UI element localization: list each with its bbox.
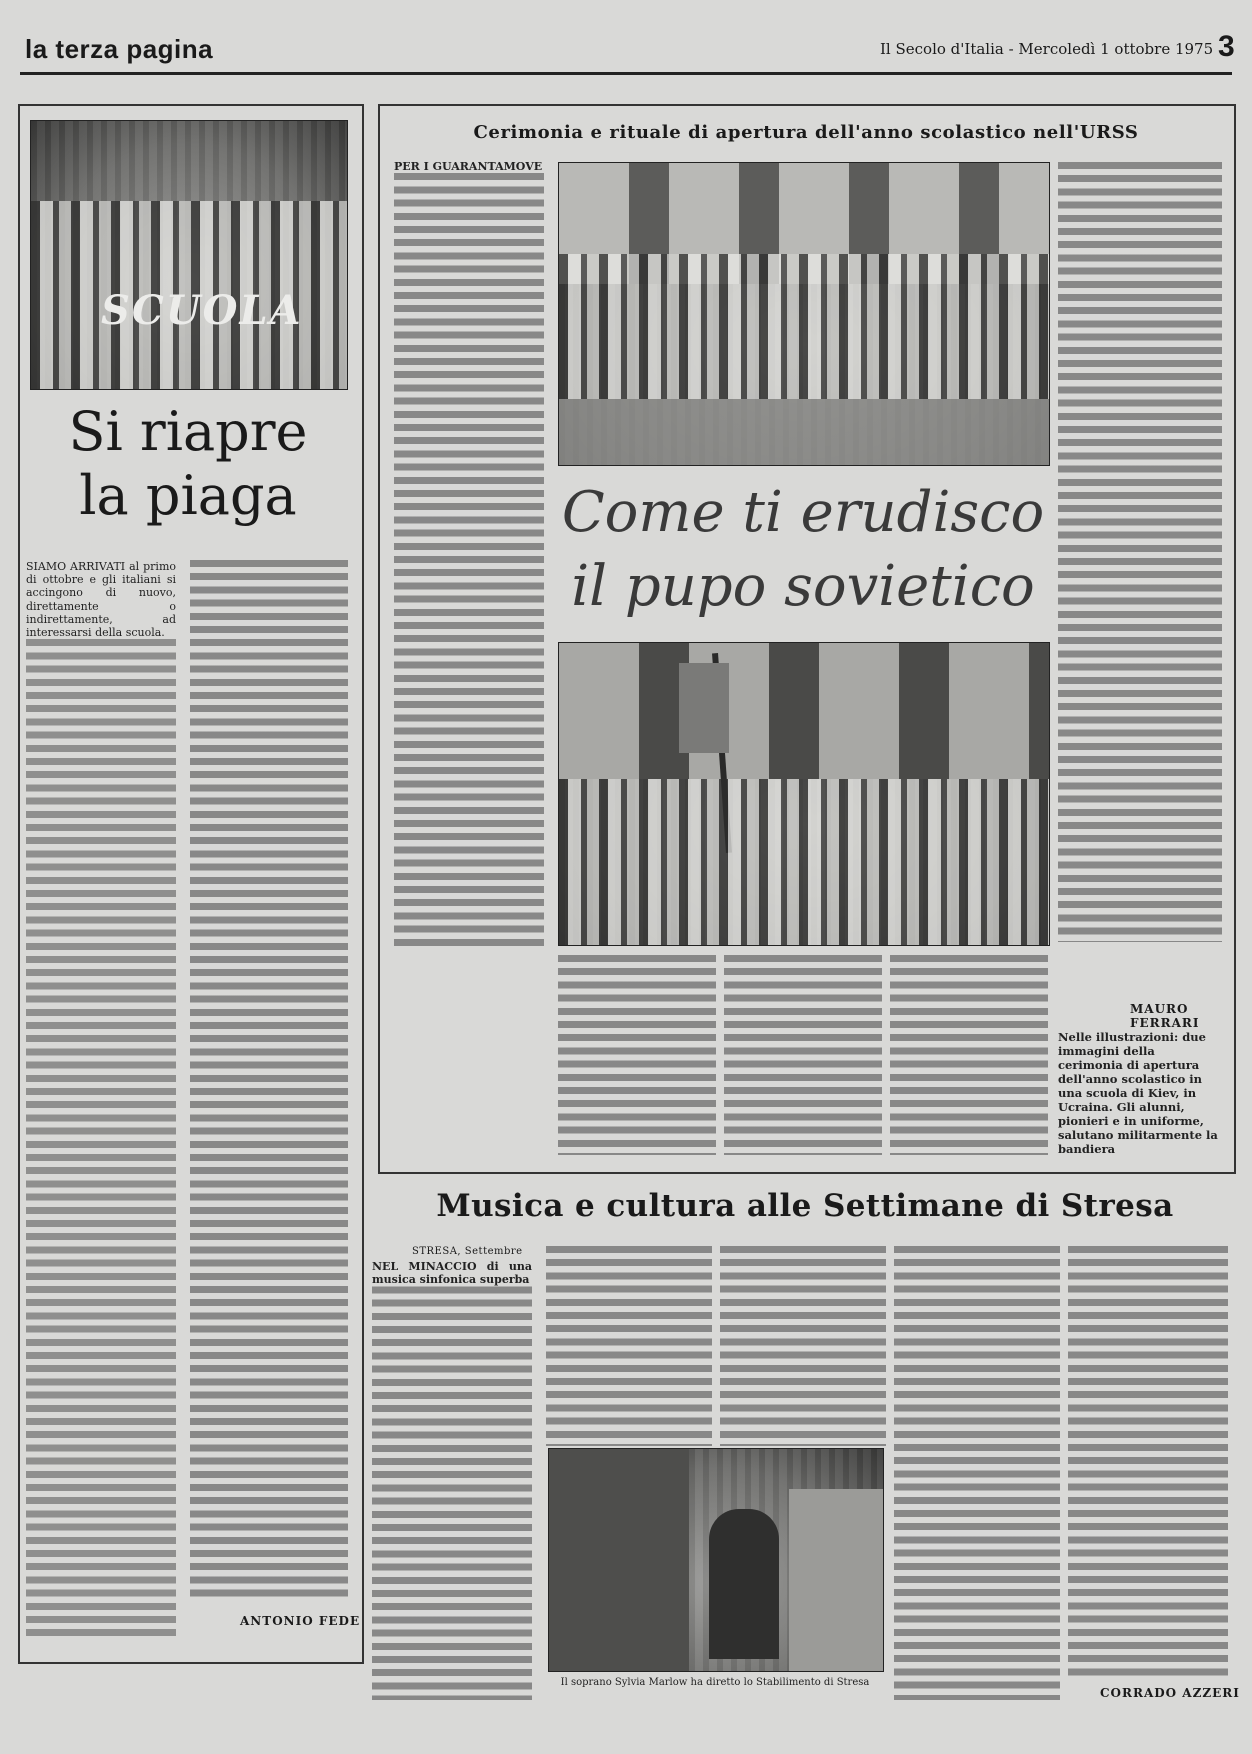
left-byline: ANTONIO FEDE: [240, 1614, 361, 1628]
ceremony-photo-2: [558, 642, 1050, 946]
main-kicker: Cerimonia e rituale di apertura dell'anno scolastico nell'URSS: [473, 122, 1139, 143]
bottom-headline: Musica e cultura alle Settimane di Stresa: [436, 1188, 1174, 1224]
ceremony-photo-1: [558, 162, 1050, 466]
stresa-photo: [548, 1448, 884, 1672]
paper-info: Il Secolo d'Italia - Mercoledì 1 ottobre 1975: [880, 40, 1214, 58]
main-headline-line1: Come ti erudisco: [561, 480, 1045, 545]
main-lead: PER I GUARANTAMOVE: [394, 160, 543, 173]
photo-label: SCUOLA: [101, 287, 303, 334]
left-headline-line1: Si riapre: [68, 400, 308, 463]
left-headline: [30, 400, 346, 528]
stresa-caption: Il soprano Sylvia Marlow ha diretto lo Stabilimento di Stresa: [560, 1677, 870, 1688]
main-text-column-4: [1058, 162, 1222, 942]
page-number: 3: [1218, 30, 1235, 63]
bottom-dateline: STRESA, Settembre: [412, 1246, 523, 1257]
left-headline-line2: la piaga: [79, 464, 297, 527]
school-photo: [30, 120, 348, 390]
masthead-rule: [20, 72, 1232, 75]
bottom-lead: NEL MINACCIO di una musica sinfonica superba: [372, 1260, 532, 1287]
main-headline: [556, 476, 1050, 624]
bottom-text-column-1: [372, 1260, 532, 1700]
section-name: la terza pagina: [25, 34, 214, 64]
main-text-column-1: [394, 160, 544, 950]
bottom-byline: CORRADO AZZERI: [1100, 1686, 1240, 1700]
main-text-column-3: [724, 955, 882, 1155]
bottom-text-column-3: [720, 1246, 886, 1446]
left-text-column-1: [26, 560, 176, 1640]
main-text-column-2: [558, 955, 716, 1155]
bottom-text-column-4: [894, 1246, 1060, 1700]
main-text-column-3b: [890, 955, 1048, 1155]
bottom-text-column-5: [1068, 1246, 1228, 1676]
left-lead: SIAMO ARRIVATI al primo di ottobre e gli italiani si accingono di nuovo, direttamente o indirettamente, ad interessarsi della scuola.: [26, 560, 176, 640]
main-byline: MAURO FERRARI: [1130, 1002, 1200, 1030]
main-caption: Nelle illustrazioni: due immagini della cerimonia di apertura dell'anno scolastico in una scuola di Kiev, in Ucraina. Gli alunni, pionieri e in uniforme, salutano militarmente la bandiera: [1058, 1030, 1218, 1156]
bottom-text-column-2: [546, 1246, 712, 1446]
main-headline-line2: il pupo sovietico: [571, 554, 1035, 619]
left-text-column-2: [190, 560, 348, 1600]
